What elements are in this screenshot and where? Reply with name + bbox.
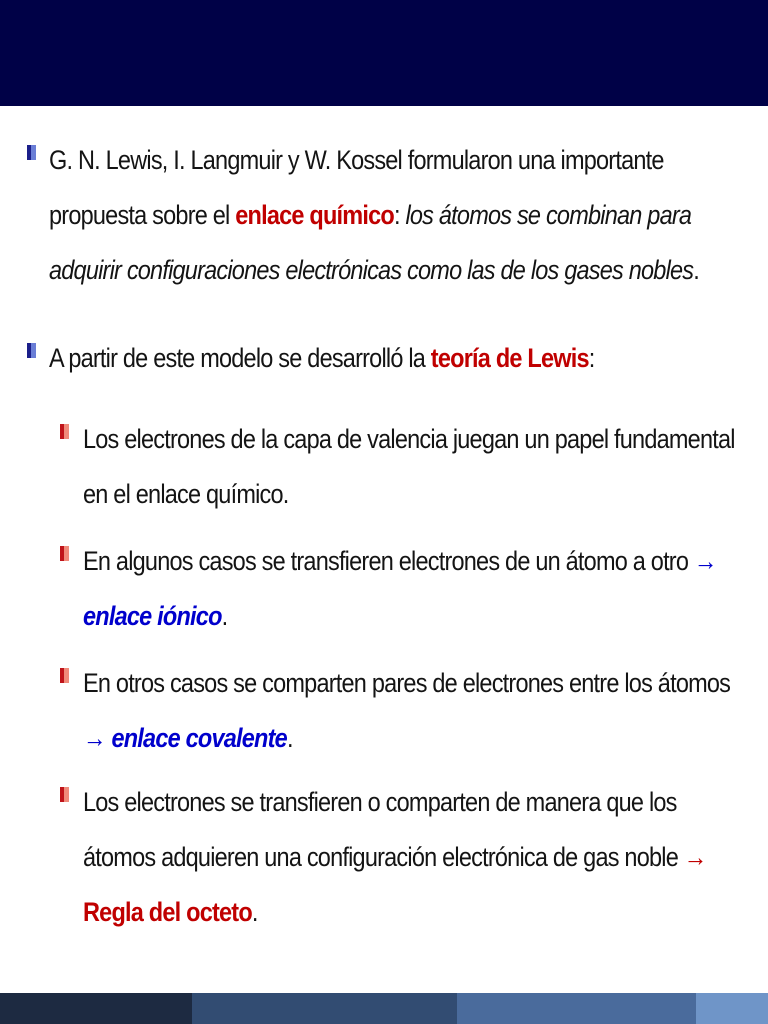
band-segment bbox=[192, 993, 457, 1024]
subbullet-enlace-covalente bbox=[60, 656, 768, 766]
emphasis-enlace-ionico: → enlace iónico bbox=[83, 546, 717, 631]
subbullet-text bbox=[83, 534, 740, 644]
bullet-text-part: Los electrones se transfieren o comparten de manera que los átomos adquieren una configuración electrónica de gas noble bbox=[83, 787, 684, 872]
emphasis-regla-del-octeto: → Regla del octeto bbox=[83, 842, 707, 927]
square-bullet-icon bbox=[60, 787, 69, 802]
bottom-band bbox=[0, 993, 768, 1024]
band-segment bbox=[457, 993, 696, 1024]
emphasis-enlace-quimico: enlace químico bbox=[235, 200, 394, 230]
bullet-text-part: . bbox=[221, 601, 228, 631]
bullet-text-part: A partir de este modelo se desarrolló la bbox=[49, 343, 431, 373]
bullet-text-part: En otros casos se comparten pares de electrones entre los átomos bbox=[83, 668, 731, 698]
subbullet-text bbox=[83, 412, 740, 522]
subbullet-capa-valencia bbox=[60, 412, 768, 522]
square-bullet-icon bbox=[27, 145, 36, 160]
subbullet-enlace-ionico bbox=[60, 534, 768, 644]
bullet-text-part: . bbox=[251, 897, 258, 927]
bullet-lewis-langmuir-kossel bbox=[27, 133, 768, 298]
bullet-text-part: Los electrones de la capa de valencia juegan un papel fundamental en el enlace químico. bbox=[83, 424, 735, 509]
bullet-text-part: : bbox=[588, 343, 595, 373]
bullet-text bbox=[49, 133, 736, 298]
emphasis-enlace-covalente: → enlace covalente bbox=[83, 723, 287, 753]
square-bullet-icon bbox=[60, 424, 69, 439]
bullet-teoria-lewis bbox=[27, 331, 768, 386]
bullet-text-part: G. N. Lewis, I. Langmuir y W. Kossel formularon una importante propuesta sobre el bbox=[49, 145, 664, 230]
italic-statement: los átomos se combinan para adquirir configuraciones electrónicas como las de los gases nobles bbox=[49, 200, 694, 285]
bullet-text-part: : bbox=[393, 200, 406, 230]
band-segment bbox=[696, 993, 768, 1024]
bullet-text-part: En algunos casos se transfieren electrones de un átomo a otro bbox=[83, 546, 694, 576]
band-segment bbox=[0, 993, 192, 1024]
top-banner bbox=[0, 0, 768, 106]
subbullet-text bbox=[83, 656, 740, 766]
subbullet-text bbox=[83, 775, 740, 940]
square-bullet-icon bbox=[60, 668, 69, 683]
square-bullet-icon bbox=[27, 343, 36, 358]
bullet-text-part: . bbox=[286, 723, 293, 753]
subbullet-regla-octeto bbox=[60, 775, 768, 940]
emphasis-teoria-de-lewis: teoría de Lewis bbox=[430, 343, 589, 373]
bullet-text bbox=[49, 331, 736, 386]
bullet-text-part: . bbox=[693, 255, 700, 285]
square-bullet-icon bbox=[60, 546, 69, 561]
